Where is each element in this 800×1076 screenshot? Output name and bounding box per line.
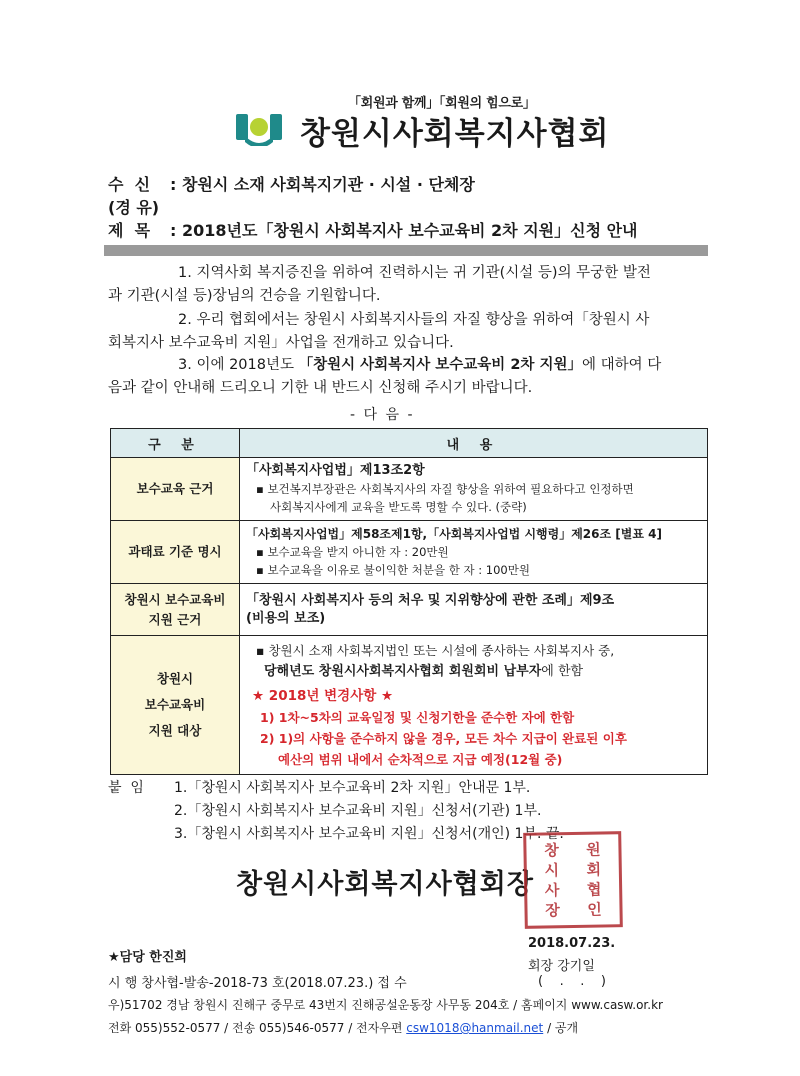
- receipt-date-blank: ( . . ): [538, 974, 606, 989]
- attachment-item: 3.「창원시 사회복지사 보수교육비 지원」신청서(개인) 1부. 끝.: [174, 826, 564, 842]
- table-row: [111, 584, 708, 636]
- org-logo-icon: [236, 112, 282, 146]
- footer-address: 우)51702 경남 창원시 진해구 중무로 43번지 진해공설운동장 사무동 204호 / 홈페이지 www.casw.or.kr: [108, 998, 663, 1012]
- recipient-value: : 창원시 소재 사회복지기관 · 시설 · 단체장: [170, 175, 475, 194]
- change-notice-title: ★ 2018년 변경사항 ★: [252, 688, 394, 704]
- table-row: [111, 521, 708, 584]
- subject-label: 제 목: [108, 221, 151, 240]
- official-seal-stamp: 창 원 시 회 사 협 장 인: [523, 831, 623, 929]
- staff-in-charge: ★담당 한진희: [108, 950, 187, 965]
- attachments-label: 붙 임: [108, 780, 144, 796]
- table-header-content: 내 용: [240, 429, 708, 458]
- email-link[interactable]: csw1018@hanmail.net: [406, 1021, 544, 1035]
- via-label: (경 유): [108, 198, 160, 217]
- row-label: 과태료 기준 명시: [111, 521, 240, 584]
- paragraph-1-line-2: 과 기관(시설 등)장님의 건승을 기원합니다.: [108, 288, 381, 304]
- row-content: [240, 636, 708, 775]
- row-label: 창원시 보수교육비 지원 근거: [111, 584, 240, 636]
- table-header-category: 구 분: [111, 429, 240, 458]
- attachment-item: 2.「창원시 사회복지사 보수교육비 지원」신청서(기관) 1부.: [174, 803, 542, 819]
- list-item: ▪ 보건복지부장관은 사회복지사의 자질 향상을 위하여 필요하다고 인정하면: [256, 482, 634, 496]
- list-item: ▪ 보수교육을 이유로 불이익한 처분을 한 자 : 100만원: [256, 563, 530, 577]
- paragraph-3-line-2: 음과 같이 안내해 드리오니 기한 내 반드시 신청해 주시기 바랍니다.: [108, 380, 533, 396]
- president-name: 회장 강기일: [528, 959, 595, 974]
- attachments: [108, 777, 530, 797]
- law-reference: 「사회복지사업법」제58조제1항,「사회복지사업법 시행령」제26조 [별표 4]: [246, 527, 662, 541]
- law-reference: 「사회복지사업법」제13조2항: [246, 463, 425, 478]
- subject-value: : 2018년도「창원시 사회복지사 보수교육비 2차 지원」신청 안내: [170, 221, 638, 240]
- org-motto: 「회원과 함께」「회원의 힘으로」: [348, 96, 536, 111]
- footer-contact: 전화 055)552-0577 / 전송 055)546-0577 / 전자우편 csw1018@hanmail.net / 공개: [108, 1021, 579, 1035]
- info-table: [110, 428, 708, 775]
- paragraph-2-line-1: 2. 우리 협회에서는 창원시 사회복지사들의 자질 향상을 위하여「창원시 사: [178, 312, 650, 328]
- change-item: 2) 1)의 사항을 준수하지 않을 경우, 모든 차수 지급이 완료된 이후: [260, 731, 627, 746]
- paragraph-3-line-1: 3. 이에 2018년도 「창원시 사회복지사 보수교육비 2차 지원」에 대하여 다: [178, 357, 662, 373]
- paragraph-1: [108, 262, 706, 308]
- document-number: 시 행 창사협-발송-2018-73 호(2018.07.23.) 접 수: [108, 976, 407, 991]
- law-reference: 「창원시 사회복지사 등의 처우 및 지위향상에 관한 조례」제9조: [246, 592, 615, 608]
- list-item: ▪ 보수교육을 받지 아니한 자 : 20만원: [256, 545, 449, 559]
- list-item: 사회복지사에게 교육을 받도록 명할 수 있다. (중략): [270, 500, 527, 514]
- row-label: 보수교육 근거: [111, 458, 240, 521]
- row-label: 창원시 보수교육비 지원 대상: [111, 636, 240, 775]
- table-row: [111, 458, 708, 521]
- signature-name: 창원시사회복지사협회장: [236, 869, 534, 900]
- recipient-row: [108, 172, 475, 195]
- eligibility-line: 당해년도 창원시사회복지사협회 회원회비 납부자에 한함: [264, 664, 584, 679]
- change-item: 1) 1차~5차의 교육일정 및 신청기한을 준수한 자에 한함: [260, 710, 575, 725]
- paragraph-3-highlight: 「창원시 사회복지사 보수교육비 2차 지원」: [298, 357, 582, 373]
- table-header-row: [111, 429, 708, 458]
- law-reference: (비용의 보조): [246, 610, 326, 626]
- section-divider-label: - 다 음 -: [350, 407, 415, 423]
- org-title: 창원시사회복지사협회: [300, 116, 610, 152]
- table-row: [111, 636, 708, 775]
- recipient-label: 수 신: [108, 175, 151, 194]
- paragraph-2-line-2: 회복지사 보수교육비 지원」사업을 전개하고 있습니다.: [108, 335, 454, 351]
- subject-row: [108, 218, 638, 241]
- issue-date: 2018.07.23.: [528, 936, 616, 951]
- row-content: [240, 521, 708, 584]
- paragraph-1-line-1: 1. 지역사회 복지증진을 위하여 진력하시는 귀 기관(시설 등)의 무궁한 발전: [178, 265, 651, 281]
- list-item: ▪ 창원시 소재 사회복지법인 또는 시설에 종사하는 사회복지사 중,: [256, 643, 615, 658]
- row-content: [240, 458, 708, 521]
- attachment-item: 1.「창원시 사회복지사 보수교육비 2차 지원」안내문 1부.: [174, 780, 531, 796]
- paragraph-3: [108, 354, 706, 400]
- header-divider: [104, 245, 708, 256]
- row-content: [240, 584, 708, 636]
- change-item: 예산의 범위 내에서 순차적으로 지급 예정(12월 중): [278, 752, 563, 767]
- paragraph-2: [108, 309, 706, 355]
